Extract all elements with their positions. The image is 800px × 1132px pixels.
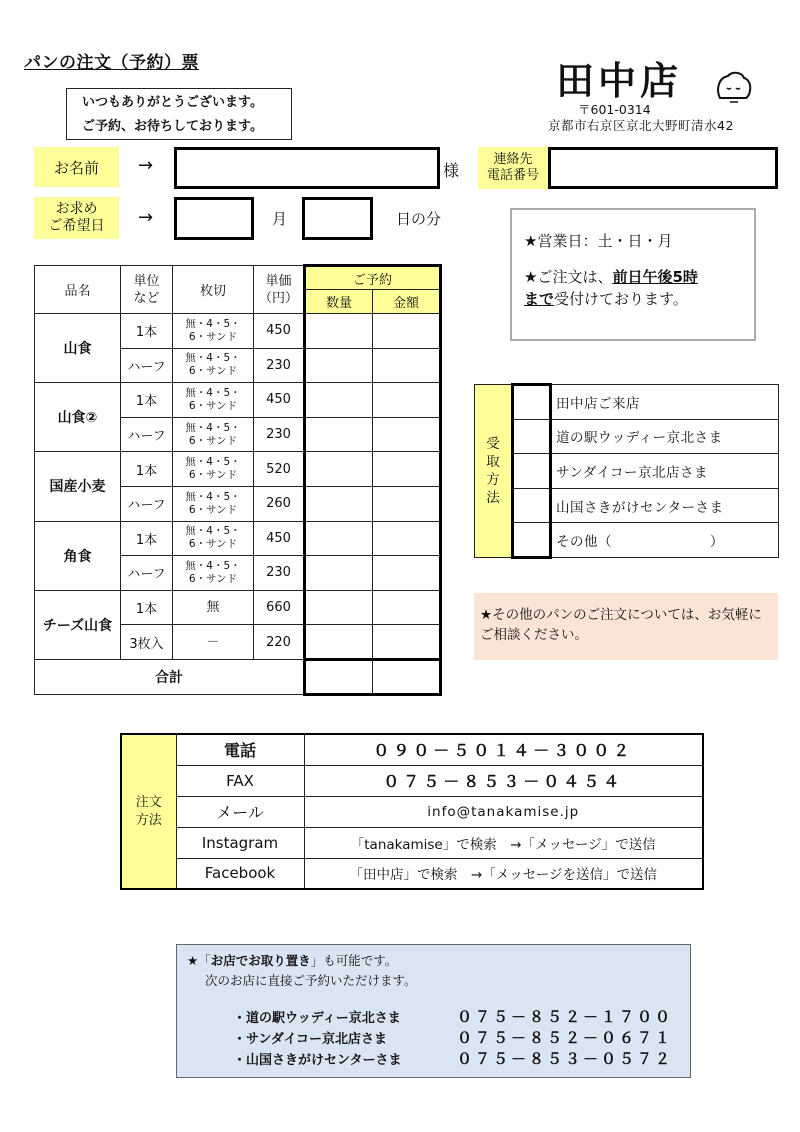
store-line-1 (187, 951, 397, 969)
slice-options-line-1: 無・4・5・ (185, 490, 241, 503)
header-unit-1: 単位 (133, 273, 160, 289)
pickup-option: その他（ ） (551, 523, 779, 558)
method-detail: 「tanakamise」で検索 →「メッセージ」で送信 (304, 827, 703, 858)
amount-cell[interactable] (373, 417, 441, 452)
phone-label (478, 147, 548, 189)
greeting-box (66, 88, 292, 140)
date-label-line-2: ご希望日 (48, 218, 105, 234)
amount-cell[interactable] (373, 486, 441, 521)
date-arrow: → (138, 207, 154, 228)
unit-cell: 1本 (121, 452, 173, 487)
unit-cell: 1本 (121, 314, 173, 349)
header-unit-2: など (133, 290, 160, 306)
price-cell: 230 (254, 348, 305, 383)
pickup-row (475, 385, 779, 420)
greeting-line-2: ご予約、お待ちしております。 (82, 119, 263, 134)
order-method-row (121, 858, 703, 889)
method-detail: 「田中店」で検索 →「メッセージを送信」で送信 (304, 858, 703, 889)
store-name-1: ・道の駅ウッディー京北さま (233, 1011, 401, 1026)
slice-options-line-1: 無・4・5・ (185, 421, 241, 434)
pickup-row (475, 523, 779, 558)
qty-cell[interactable] (305, 486, 373, 521)
month-field[interactable] (174, 197, 254, 240)
method-name: FAX (176, 765, 304, 796)
table-row (35, 314, 441, 349)
slice-options (173, 486, 254, 521)
pickup-option: 田中店ご来店 (551, 385, 779, 420)
slice-options-line-2: 6・サンド (188, 434, 238, 447)
slice-options-line-2: 6・サンド (188, 503, 238, 516)
qty-cell[interactable] (305, 590, 373, 625)
deadline-until: まで (524, 290, 555, 308)
order-table (34, 264, 442, 696)
deadline-prefix: ★ご注文は、 (524, 268, 613, 286)
unit-cell: 3枚入 (121, 625, 173, 660)
pickup-row (475, 488, 779, 523)
pickup-row (475, 454, 779, 489)
store-line-2: 次のお店に直接ご予約いただけます。 (205, 973, 417, 988)
slice-options (173, 452, 254, 487)
slice-options (173, 383, 254, 418)
store-line-1-prefix: ★「 (187, 953, 211, 968)
store-tel-3: ０７５－８５３－０５７２ (457, 1050, 674, 1068)
slice-options-line-1: 無・4・5・ (185, 386, 241, 399)
product-name: 角食 (35, 521, 121, 590)
name-arrow: → (138, 155, 154, 176)
deadline-text-2 (524, 288, 754, 310)
header-price-2: （円） (258, 290, 298, 306)
slice-options-line-2: 6・サンド (188, 538, 238, 551)
pickup-checkbox[interactable] (513, 523, 551, 558)
method-detail: ０９０－５０１４－３００２ (304, 734, 703, 765)
header-reserve: ご予約 (305, 266, 441, 290)
date-label (34, 197, 119, 239)
amount-cell[interactable] (373, 590, 441, 625)
unit-cell: 1本 (121, 590, 173, 625)
store-name-3: ・山国さきがけセンターさま (233, 1053, 402, 1068)
product-name: 山食 (35, 314, 121, 383)
price-cell: 450 (254, 383, 305, 418)
header-product: 品名 (35, 266, 121, 314)
method-name: Instagram (176, 827, 304, 858)
pickup-label-char: 方 (486, 471, 500, 488)
product-name: 国産小麦 (35, 452, 121, 521)
slice-options: 無 (173, 590, 254, 625)
price-cell: 230 (254, 417, 305, 452)
unit-cell: ハーフ (121, 556, 173, 591)
header-amount: 金額 (373, 290, 441, 314)
order-method-label-1: 注文 (135, 794, 162, 810)
table-row (35, 521, 441, 556)
slice-options-line-2: 6・サンド (188, 469, 238, 482)
qty-cell[interactable] (305, 521, 373, 556)
honorific: 様 (443, 161, 460, 180)
deadline-suffix: 受付けております。 (554, 290, 688, 308)
price-cell: 660 (254, 590, 305, 625)
pickup-label-char: 法 (486, 489, 500, 506)
name-label: お名前 (34, 147, 119, 187)
amount-cell[interactable] (373, 348, 441, 383)
price-cell: 230 (254, 556, 305, 591)
slice-options (173, 314, 254, 349)
day-field[interactable] (302, 197, 373, 240)
qty-cell[interactable] (305, 452, 373, 487)
order-method-label (121, 734, 176, 889)
store-name-2: ・サンダイコー京北店さま (233, 1032, 388, 1047)
product-name: 山食② (35, 383, 121, 452)
method-name: メール (176, 796, 304, 827)
slice-options-line-2: 6・サンド (188, 330, 238, 343)
slice-options-line-1: 無・4・5・ (185, 352, 241, 365)
pickup-checkbox[interactable] (513, 385, 551, 420)
order-method-table (120, 733, 704, 890)
order-method-row (121, 765, 703, 796)
month-unit: 月 (272, 210, 288, 228)
qty-cell[interactable] (305, 383, 373, 418)
slice-options-line-1: 無・4・5・ (185, 559, 241, 572)
qty-cell[interactable] (305, 417, 373, 452)
total-qty-cell[interactable] (305, 659, 373, 694)
pickup-option: 山国さきがけセンターさま (551, 488, 779, 523)
slice-options (173, 417, 254, 452)
phone-field[interactable] (548, 147, 778, 189)
store-tel-1: ０７５－８５２－１７００ (457, 1008, 674, 1026)
pickup-checkbox[interactable] (513, 419, 551, 454)
pickup-option: サンダイコー京北店さま (551, 454, 779, 489)
method-name: Facebook (176, 858, 304, 889)
qty-cell[interactable] (305, 314, 373, 349)
order-method-row (121, 796, 703, 827)
pickup-option: 道の駅ウッディー京北さま (551, 419, 779, 454)
day-unit: 日の分 (396, 210, 442, 228)
header-price-1: 単価 (265, 273, 292, 289)
deadline-time: 前日午後5時 (612, 268, 698, 286)
amount-cell[interactable] (373, 625, 441, 660)
unit-cell: 1本 (121, 383, 173, 418)
amount-cell[interactable] (373, 383, 441, 418)
method-detail: info@tanakamise.jp (304, 796, 703, 827)
pickup-label-char: 取 (486, 453, 500, 470)
shop-address: 京都市右京区京北大野町清水42 (548, 118, 734, 133)
qty-cell[interactable] (305, 556, 373, 591)
pickup-row (475, 419, 779, 454)
business-info-box (510, 208, 756, 341)
pickup-checkbox[interactable] (513, 488, 551, 523)
bread-face-icon (714, 68, 754, 108)
deadline-text (524, 266, 754, 288)
qty-cell[interactable] (305, 625, 373, 660)
date-label-line-1: お求め (55, 201, 98, 217)
price-cell: 450 (254, 314, 305, 349)
table-row (35, 452, 441, 487)
unit-cell: ハーフ (121, 417, 173, 452)
slice-options-line-2: 6・サンド (188, 365, 238, 378)
amount-cell[interactable] (373, 521, 441, 556)
slice-options-line-2: 6・サンド (188, 399, 238, 412)
phone-label-line-2: 電話番号 (486, 168, 539, 183)
order-method-row (121, 734, 703, 765)
amount-cell[interactable] (373, 556, 441, 591)
unit-cell: ハーフ (121, 486, 173, 521)
slice-options-line-1: 無・4・5・ (185, 456, 241, 469)
pickup-method-table (474, 383, 779, 559)
header-qty: 数量 (305, 290, 373, 314)
price-cell: 220 (254, 625, 305, 660)
price-cell: 260 (254, 486, 305, 521)
store-tel-2: ０７５－８５２－０６７１ (457, 1029, 674, 1047)
pickup-label-char: 受 (486, 435, 500, 452)
table-row (35, 383, 441, 418)
store-line-1-suffix: 」も可能です。 (310, 953, 398, 968)
pickup-checkbox[interactable] (513, 454, 551, 489)
header-price (254, 266, 305, 314)
header-slice: 枚切 (173, 266, 254, 314)
unit-cell: 1本 (121, 521, 173, 556)
slice-options: － (173, 625, 254, 660)
qty-cell[interactable] (305, 348, 373, 383)
price-cell: 450 (254, 521, 305, 556)
postal-code: 〒601-0314 (578, 102, 651, 117)
total-label: 合計 (35, 659, 305, 694)
name-field[interactable] (174, 147, 440, 189)
method-detail: ０７５－８５３－０４５４ (304, 765, 703, 796)
order-method-label-2: 方法 (135, 812, 162, 828)
store-reservation-box (176, 944, 691, 1078)
store-line-1-bold: お店でお取り置き (210, 953, 311, 968)
slice-options (173, 521, 254, 556)
price-cell: 520 (254, 452, 305, 487)
header-unit (121, 266, 173, 314)
greeting-line-1: いつもありがとうございます。 (82, 95, 263, 110)
other-bread-note: ★その他のパンのご注文については、お気軽にご相談ください。 (474, 593, 778, 660)
business-days: ★営業日：土・日・月 (524, 232, 673, 250)
slice-options-line-2: 6・サンド (188, 572, 238, 585)
total-amount-cell[interactable] (373, 659, 441, 694)
slice-options-line-1: 無・4・5・ (185, 525, 241, 538)
pickup-label (475, 385, 513, 558)
shop-name: 田中店 (556, 58, 683, 103)
order-method-row (121, 827, 703, 858)
method-name: 電話 (176, 734, 304, 765)
slice-options (173, 556, 254, 591)
table-row (35, 590, 441, 625)
product-name: チーズ山食 (35, 590, 121, 659)
amount-cell[interactable] (373, 452, 441, 487)
unit-cell: ハーフ (121, 348, 173, 383)
page-title: パンの注文（予約）票 (24, 53, 199, 73)
slice-options-line-1: 無・4・5・ (185, 317, 241, 330)
amount-cell[interactable] (373, 314, 441, 349)
slice-options (173, 348, 254, 383)
phone-label-line-1: 連絡先 (493, 152, 533, 167)
